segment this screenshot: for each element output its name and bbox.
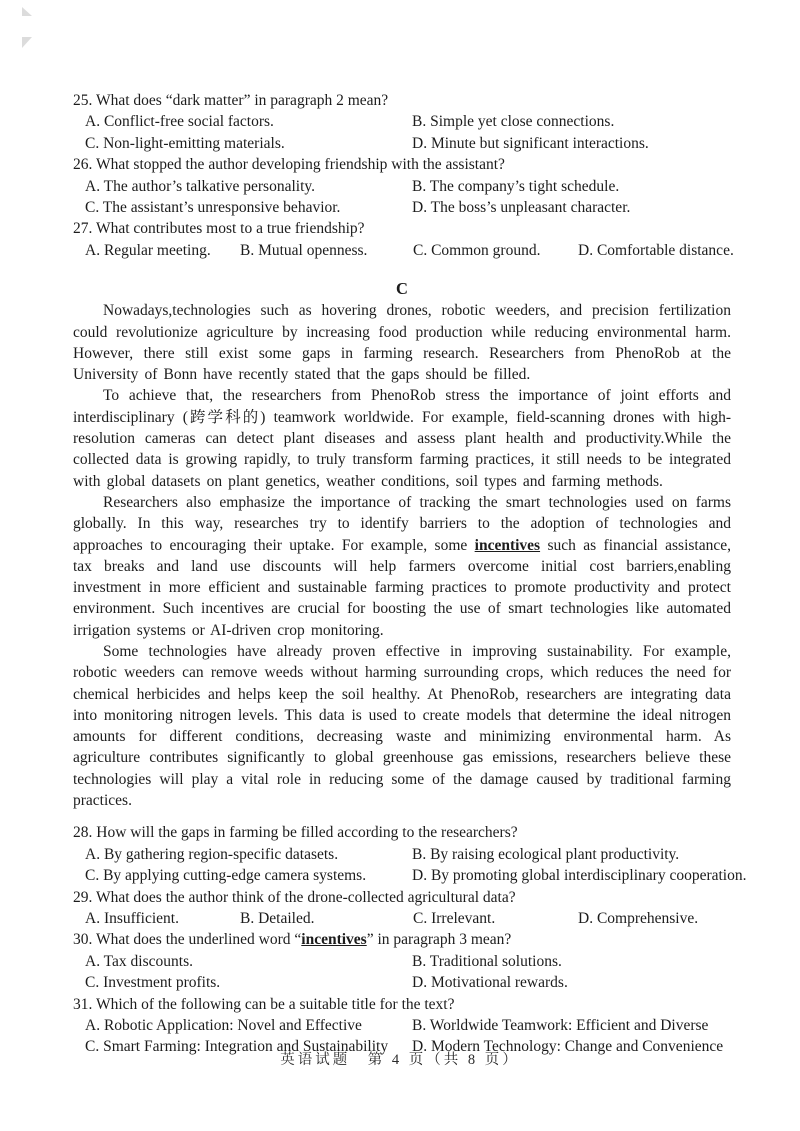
option-26-b: B. The company’s tight schedule. <box>412 177 620 195</box>
question-30-keyword-incentives: incentives <box>301 931 367 949</box>
option-30-c: C. Investment profits. <box>85 974 221 992</box>
passage-c-heading: C <box>396 279 408 299</box>
question-30-options-row-1 <box>85 951 731 972</box>
scan-artifact <box>22 37 32 48</box>
option-27-d: D. Comfortable distance. <box>578 241 734 259</box>
option-31-b: B. Worldwide Teamwork: Efficient and Diverse <box>412 1017 709 1035</box>
question-25-options-row-1 <box>85 111 731 132</box>
question-27-stem: 27. What contributes most to a true friendship? <box>73 220 365 238</box>
exam-page-content <box>73 0 747 1058</box>
option-27-c: C. Common ground. <box>413 241 541 259</box>
question-28 <box>73 822 747 886</box>
question-27-options-row <box>85 240 734 261</box>
question-29 <box>73 887 731 930</box>
paragraph-3-text-before: Researchers also emphasize the importance of tracking the smart technologies used on farms globally. In this way, researches try to identify barriers to the adoption of technologies and approaches to encouraging their uptake. For example, some <box>73 493 731 554</box>
question-31-stem: 31. Which of the following can be a suitable title for the text? <box>73 995 455 1013</box>
question-25-options-row-2 <box>85 133 731 154</box>
question-26-stem: 26. What stopped the author developing friendship with the assistant? <box>73 156 505 174</box>
question-30-stem-after: ” in paragraph 3 mean? <box>366 931 512 949</box>
option-28-b: B. By raising ecological plant productivity. <box>412 845 680 863</box>
option-25-a: A. Conflict-free social factors. <box>85 113 274 131</box>
question-30-options-row-2 <box>85 972 731 993</box>
option-25-b: B. Simple yet close connections. <box>412 113 615 131</box>
passage-paragraph-4: Some technologies have already proven effective in improving sustainability. For example, robotic weeders can remove weeds without harming surrounding crops, which reduces the need for chemical herbicides and helps keep the soil healthy. At PhenoRob, researchers are integrating data into monitoring nitrogen levels. This data is used to create models that determine the ideal nitrogen amounts for different conditions, decreasing waste and minimizing environmental harm. As agriculture contributes significantly to global greenhouse gas emissions, researchers believe these technologies will play a vital role in reducing some of the damage caused by traditional farming practices. <box>73 643 731 810</box>
option-29-a: A. Insufficient. <box>85 910 179 927</box>
option-25-c: C. Non-light-emitting materials. <box>85 134 285 152</box>
question-25 <box>73 90 731 154</box>
question-30-stem <box>73 929 731 950</box>
option-28-c: C. By applying cutting-edge camera systems. <box>85 867 367 885</box>
option-30-d: D. Motivational rewards. <box>412 974 568 992</box>
question-29-stem: 29. What does the author think of the drone-collected agricultural data? <box>73 888 516 906</box>
question-29-options-row <box>85 908 731 929</box>
option-30-a: A. Tax discounts. <box>85 952 193 970</box>
option-26-d: D. The boss’s unpleasant character. <box>412 199 631 217</box>
question-26 <box>73 154 731 218</box>
question-25-stem: 25. What does “dark matter” in paragraph 2 mean? <box>73 92 389 109</box>
question-28-stem: 28. How will the gaps in farming be filled according to the researchers? <box>73 824 518 842</box>
question-31-options-row-1 <box>85 1015 731 1036</box>
top-margin <box>73 0 731 90</box>
option-27-b: B. Mutual openness. <box>240 241 368 259</box>
option-27-a: A. Regular meeting. <box>85 241 211 259</box>
option-26-a: A. The author’s talkative personality. <box>85 177 316 195</box>
underlined-word-incentives: incentives <box>474 536 541 554</box>
question-30 <box>73 929 731 993</box>
option-29-b: B. Detailed. <box>240 910 315 927</box>
question-28-options-row-1 <box>85 844 731 865</box>
option-29-d: D. Comprehensive. <box>578 910 699 927</box>
question-26-options-row-1 <box>85 176 731 197</box>
scan-artifact <box>22 7 32 16</box>
option-31-a: A. Robotic Application: Novel and Effective <box>85 1017 362 1035</box>
option-28-d: D. By promoting global interdisciplinary cooperation. <box>412 867 747 885</box>
page-footer: 英语试题 第 4 页（共 8 页） <box>280 1052 520 1068</box>
passage-paragraph-1: Nowadays,technologies such as hovering drones, robotic weeders, and precision fertilization could revolutionize agriculture by increasing food production while reducing environmental harm. However, there still exist some gaps in farming research. Researchers from PhenoRob at the University of Bonn have recently stated that the gaps should be filled. <box>73 302 731 384</box>
question-26-options-row-2 <box>85 197 731 218</box>
passage-questions-gap <box>73 811 731 822</box>
passage-paragraph-3 <box>73 492 731 641</box>
question-30-stem-before: 30. What does the underlined word “ <box>73 931 302 949</box>
passage-paragraph-2: To achieve that, the researchers from PhenoRob stress the importance of joint efforts and interdisciplinary (跨学科的) teamwork worldwide. For example, field-scanning drones with high-resolution cameras can detect plant diseases and assess plant health and productivity.While the collected data is growing rapidly, to truly transform farming practices, it still needs to be integrated with global datasets on plant genetics, weather conditions, soil types and farming methods. <box>73 387 731 490</box>
paragraph-3-text-after: such as financial assistance, tax breaks and land use discounts will help farmers overcome initial cost barriers,enabling investment in more efficient and sustainable farming practices to promote productivity and protect environment. Such incentives are crucial for boosting the use of smart technologies like automated irrigation systems or AI-driven crop monitoring. <box>73 536 731 639</box>
option-31-d: D. Modern Technology: Change and Convenience <box>412 1038 724 1056</box>
question-28-options-row-2 <box>85 865 747 886</box>
option-28-a: A. By gathering region-specific datasets. <box>85 845 339 863</box>
option-30-b: B. Traditional solutions. <box>412 952 562 970</box>
option-25-d: D. Minute but significant interactions. <box>412 134 649 152</box>
option-26-c: C. The assistant’s unresponsive behavior. <box>85 199 341 217</box>
option-29-c: C. Irrelevant. <box>413 910 496 927</box>
question-27 <box>73 218 734 261</box>
option-31-c: C. Smart Farming: Integration and Sustainability <box>85 1038 389 1056</box>
